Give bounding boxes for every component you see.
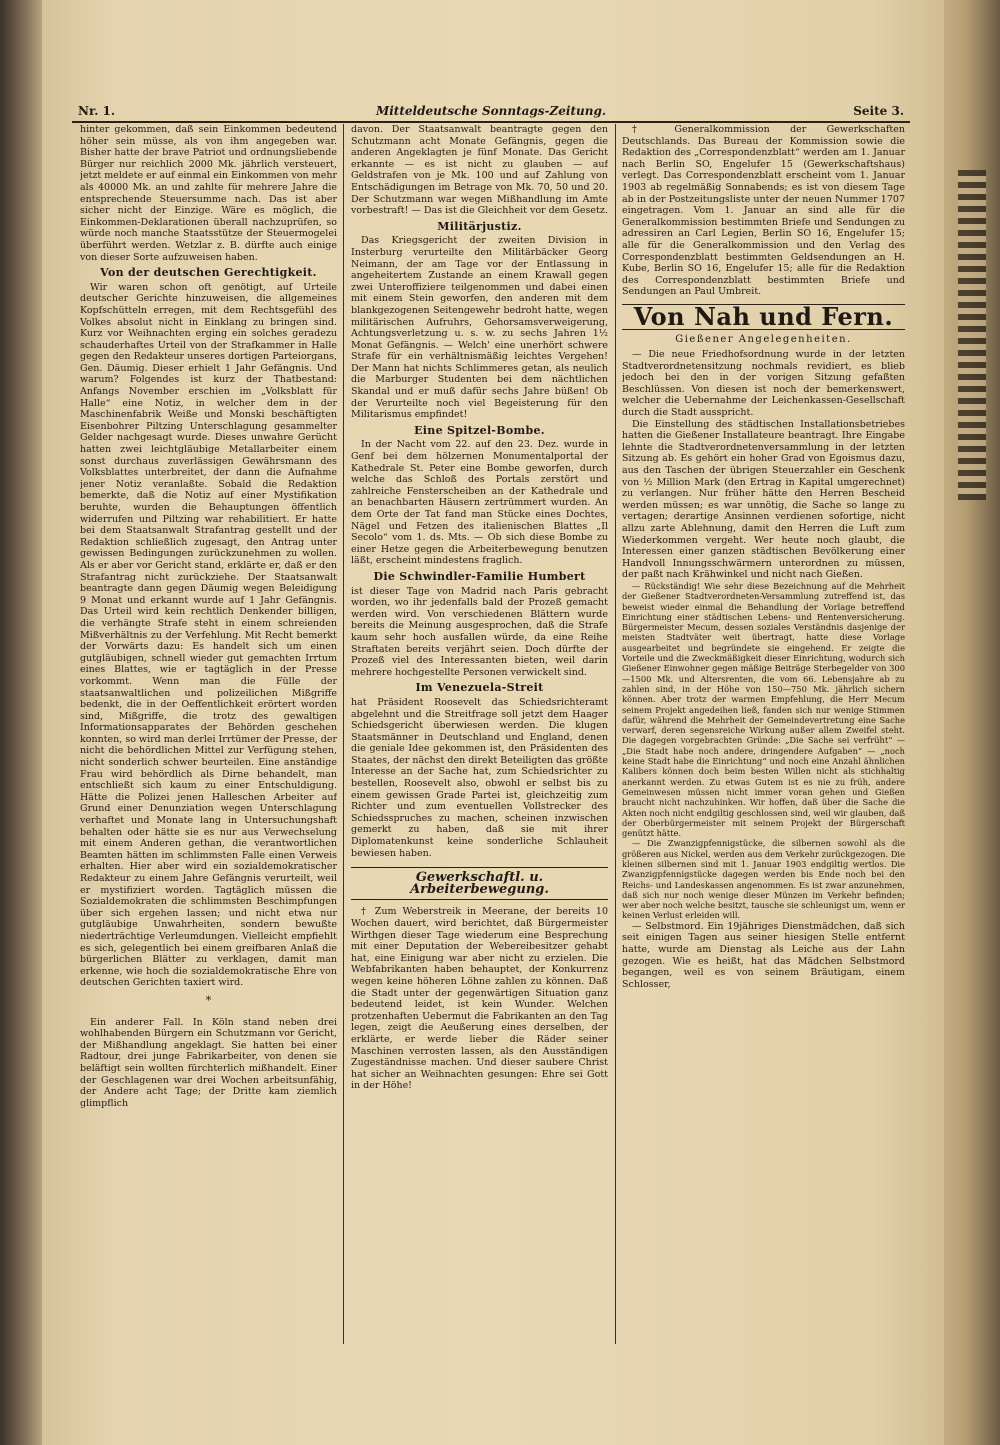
header-rule: [72, 121, 910, 123]
article-heading: Die Schwindler-Familie Humbert: [373, 569, 586, 583]
article-paragraph: hat Präsident Roosevelt das Schiedsrichteramt abgelehnt und die Streitfrage soll jetzt dem Haager Schiedsgericht überwiesen werden. Die klugen Staatsmänner in Deutschland und England, denen die geniale Idee gekommen ist, den Präsidenten des Staates, der nächst den direkt Beteiligten das größte Interesse an der Sache hat, zum Schiedsrichter zu bestellen, Roosevelt also, obwohl er selbst bis zu einem gewissen Grade Partei ist, gleichzeitig zum Richter und zum eventuellen Vollstrecker des Schiedsspruches zu machen, scheinen inzwischen gemerkt zu haben, daß sie mit ihrer Diplomatenkunst keine sonderliche Schlauheit bewiesen haben.: [351, 696, 608, 859]
article-continuation: davon. Der Staatsanwalt beantragte gegen den Schutzmann acht Monate Gefängnis, gegen die anderen Angeklagten je fünf Monate. Das Gericht erkannte — es ist nicht zu glauben — auf Geldstrafen von je Mk. 100 und auf Zahlung von Entschädigungen im Betrage von Mk. 70, 50 und 20. Der Schutzmann war wegen Mißhandlung im Amte vorbestraft! — Das ist die Gleichheit vor dem Gesetz.: [351, 124, 608, 217]
article-paragraph: — Selbstmord. Ein 19jähriges Dienstmädchen, daß sich seit einigen Tagen aus seiner hiesigen Stelle entfernt hatte, wurde am Dienstag als Leiche aus der Lahn gezogen. Wie es heißt, hat das Mädchen Selbstmord begangen, weil es von seinem Bräutigam, einem Schlosser,: [622, 920, 905, 990]
subsection-heading: Gießener Angelegenheiten.: [675, 333, 852, 345]
article-paragraph: In der Nacht vom 22. auf den 23. Dez. wurde in Genf bei dem hölzernen Monumentalportal der Kathedrale St. Peter eine Bombe geworfen, durch welche das Schloß des Portals zerstört und zahlreiche Fensterscheiben an der Kathedrale und an benachbarten Häusern zertrümmert wurden. An dem Orte der Tat fand man Stücke eines Dochtes, Nägel und Fetzen des italienischen Blattes „Il Secolo“ vom 1. ds. Mts. — Ob sich diese Bombe zu einer Hetze gegen die Arbeiterbewegung benutzen läßt, erscheint mindestens fraglich.: [351, 439, 608, 567]
article-paragraph: Die Einstellung des städtischen Installationsbetriebes hatten die Gießener Installateure beantragt. Ihre Eingabe lehnte die Stadtverordnetenversammlung in der letzten Sitzung ab. Es gehört ein hoher Grad von Egoismus dazu, aus den Taschen der übrigen Steuerzahler ein Geschenk von ½ Million Mark (den Ertrag in Kapital umgerechnet) zu verlangen. Nur früher hätte den Herren Bescheid werden müssen; es war unnötig, die Sache so lange zu vertagen; derartige Ansinnen verdienen sofortige, nicht allzu zarte Ablehnung, damit den Herren die Luft zum Wiederkommen vergeht. Wer heute noch glaubt, die Interessen einer ganzen städtischen Bevölkerung einer Handvoll Innungsschwärmern unterordnen zu müssen, der paßt nach Krähwinkel und nicht nach Gießen.: [622, 418, 905, 581]
stacked-pages-edge: [958, 170, 986, 500]
article-paragraph: ist dieser Tage von Madrid nach Paris gebracht worden, wo ihr jedenfalls bald der Prozeß gemacht werden wird. Von verschiedenen Blättern wurde bereits die Meinung ausgesprochen, daß die Strafe kaum sehr hoch ausfallen würde, da eine Reihe Straftaten bereits verjährt seien. Doch dürfte der Prozeß viel des Interessanten bieten, weil darin mehrere hochgestellte Personen verwickelt sind.: [351, 585, 608, 678]
article-paragraph: — Die neue Friedhofsordnung wurde in der letzten Stadtverordnetensitzung nochmals revidiert, es blieb jedoch bei den in der vorigen Sitzung gefaßten Beschlüssen. Von diesen ist noch der bemerkenswert, welcher die Uebernahme der Leichenkassen-Gesellschaft durch die Stadt ausspricht.: [622, 349, 905, 419]
column-2: [351, 124, 608, 1349]
column-1: [80, 124, 337, 1349]
column-divider-2: [615, 124, 616, 1344]
section-heading: Gewerkschaftl. u. Arbeiterbewegung.: [351, 867, 608, 900]
book-spine-shadow: [0, 0, 42, 1445]
separator-star: *: [205, 993, 212, 1007]
page-number: Seite 3.: [853, 104, 904, 118]
small-print-block: [622, 581, 905, 921]
issue-number: Nr. 1.: [78, 104, 116, 118]
article-paragraph: — Rückständig! Wie sehr diese Bezeichnung auf die Mehrheit der Gießener Stadtverordneten-Versammlung zutreffend ist, das beweist wieder einmal die Behandlung der Vorlage betreffend Einrichtung einer städtischen Lebens- und Rentenversicherung. Bürgermeister Mecum, dessen soziales Verständnis dasjenige der meisten Stadtväter weit übertragt, hatte diese Vorlage ausgearbeitet und begründete sie eingehend. Er zeigte die Vorteile und die Zweckmäßigkeit dieser Einrichtung, wodurch sich Gießener Einwohner gegen mäßige Beiträge Sterbegelder von 300—1500 Mk. und Altersrenten, die vom 66. Lebensjahre ab zu zahlen sind, in der Höhe von 150—750 Mk. jährlich sichern können. Aber trotz der warmen Empfehlung, die Herr Mecum seinem Projekt angedeihen ließ, fanden sich nur wenige Stimmen dafür, während die Mehrheit der Gemeindevertretung eine Sache verwarf, deren segensreiche Wirkung außer allem Zweifel steht. Die dagegen vorgebrachten Gründe: „Die Sache sei verfrüht“ — „Die Stadt habe noch andere, dringendere Aufgaben“ — „noch keine Stadt habe die Einrichtung“ und noch eine Anzahl ähnlichen Kalibers können doch beim besten Willen nicht als stichhaltig anerkannt werden. Zu etwas Gutem ist es nie zu früh, andere Gemeinwesen müssen nicht immer voran gehen und Gießen braucht nicht nachzuhinken. Wir hoffen, daß über die Sache die Akten noch nicht endgiltig geschlossen sind, weil wir glauben, daß der Oberbürgermeister mit seinem Projekt der Bürgerschaft genützt hätte.: [622, 580, 905, 839]
article-heading: Militärjustiz.: [437, 219, 522, 233]
article-paragraph: † Zum Weberstreik in Meerane, der bereits 10 Wochen dauert, wird berichtet, daß Bürgermeister Wirthgen dieser Tage wiederum eine Besprechung mit einer Deputation der Webereibesitzer gehabt hat, eine Einigung war aber nicht zu erzielen. Die Webfabrikanten haben behauptet, der Konkurrenz wegen keine höheren Löhne zahlen zu können. Daß die Stadt unter der gegenwärtigen Situation ganz bedeutend leidet, ist kein Wunder. Welchen protzenhaften Uebermut die Fabrikanten an den Tag legen, zeigt die Aeußerung eines derselben, der erklärte, er werde lieber die Räder seiner Maschinen verrosten lassen, als den Ausständigen Zugeständnisse machen. Und dieser saubere Christ hat sicher an Weihnachten gesungen: Ehre sei Gott in der Höhe!: [351, 906, 608, 1092]
article-heading: Eine Spitzel-Bombe.: [414, 423, 545, 437]
article-paragraph: Das Kriegsgericht der zweiten Division in Insterburg verurteilte den Militärbäcker Georg Neimann, der am Tage vor der Entlassung in angeheitertem Zustande an einem Krawall gegen zwei Unteroffiziere teilgenommen und dabei einen mit einem Stein geworfen, den anderen mit dem blankgezogenen Seitengewehr bedroht hatte, wegen militärischen Aufruhrs, Gehorsamsverweigerung, Achtungsverletzung u. s. w. zu sechs Jahren 1½ Monat Gefängnis. — Welch' eine unerhört schwere Strafe für ein verhältnismäßig leichtes Vergehen! Der Mann hat nichts Schlimmeres getan, als neulich die Marburger Studenten bei dem nächtlichen Skandal und er muß dafür sechs Jahre büßen! Ob der Verurteilte noch viel Begeisterung für den Militarismus empfindet!: [351, 235, 608, 421]
article-continuation: hinter gekommen, daß sein Einkommen bedeutend höher sein müsse, als von ihm angegeben war. Bisher hatte der brave Patriot und ordnungsliebende Bürger nur reichlich 2000 Mk. jährlich versteuert, jetzt meldete er auf einmal ein Einkommen von mehr als 40000 Mk. an und zahlte für mehrere Jahre die entsprechende Steuersumme nach. Das ist aber sicher nicht der Einzige. Wäre es möglich, die Einkommen-Deklarationen überall nachzuprüfen, so würde noch manche Staatsstütze der Steuermogelei überführt werden. Wetzlar z. B. dürfte auch einige von dieser Sorte aufzuweisen haben.: [80, 124, 337, 263]
article-paragraph: Ein anderer Fall. In Köln stand neben drei wohlhabenden Bürgern ein Schutzmann vor Gericht, der Mißhandlung angeklagt. Sie hatten bei einer Radtour, drei junge Fabrikarbeiter, von denen sie beläftigt sein wollten fürchterlich mißhandelt. Einer der Geschlagenen war drei Wochen arbeitsunfähig, der Andere acht Tage; der Dritte kam ziemlich glimpflich: [80, 1016, 337, 1109]
article-heading: Im Venezuela-Streit: [415, 681, 544, 695]
column-divider-1: [343, 124, 344, 1344]
article-heading: Von der deutschen Gerechtigkeit.: [100, 266, 317, 280]
column-3: [622, 124, 905, 1349]
article-paragraph: † Generalkommission der Gewerkschaften Deutschlands. Das Bureau der Kommission sowie die Redaktion des „Correspondenzblatt“ werden am 1. Januar nach Berlin SO, Engelufer 15 (Gewerkschaftshaus) verlegt. Das Correspondenzblatt erscheint vom 1. Januar 1903 ab regelmäßig Sonnabends; es ist von diesem Tage ab in der Postzeitungsliste unter der neuen Nummer 1707 eingetragen. Vom 1. Januar an sind alle für die Generalkommission bestimmten Briefe und Sendungen zu adressiren an Carl Legien, Berlin SO 16, Engelufer 15; alle für die Generalkommission und den Verlag des Correspondenzblatt bestimmten Geldsendungen an H. Kube, Berlin SO 16, Engelufer 15; alle für die Redaktion des Correspondenzblatt bestimmten Briefe und Sendungen an Paul Umbreit.: [622, 124, 905, 298]
article-paragraph: Wir waren schon oft genötigt, auf Urteile deutscher Gerichte hinzuweisen, die allgemeines Kopfschütteln erregen, mit dem Rechtsgefühl des Volkes absolut nicht in Einklang zu bringen sind. Kurz vor Weihnachten erging ein solches geradezu schauderhaftes Urteil von der Strafkammer in Halle gegen den Redakteur unseres dortigen Parteiorgans, Gen. Däumig. Dieser erhielt 1 Jahr Gefängnis. Und warum? Folgendes ist kurz der Thatbestand: Anfangs November erschien im „Volksblatt für Halle“ eine Notiz, in welcher dem in der Maschinenfabrik Weiße und Monski beschäftigten Eisenbohrer Piltzing Unterschlagung gesammelter Gelder nachgesagt wurde. Dieses unwahre Gerücht hatten zwei leichtgläubige Metallarbeiter einem sonst durchaus zuverlässigen Gewährsmann des Volksblattes unterbreitet, der dann die Aufnahme jener Notiz veranlaßte. Sobald die Redaktion bemerkte, daß die Notiz auf einer Mystifikation beruhte, wurden die Behauptungen öffentlich widerrufen und Piltzing war rehabilitiert. Er hatte bei dem Staatsanwalt Strafantrag gestellt und der Redaktion schließlich zugesagt, den Antrag unter gewissen Bedingungen zurückzunehmen zu wollen. Als er aber vor Gericht stand, erklärte er, daß er den Strafantrag nicht zurückziehe. Der Staatsanwalt beantragte dann gegen Däumig wegen Beleidigung 9 Monat und erkannt wurde auf 1 Jahr Gefängnis. Das Urteil wird kein rechtlich Denkender billigen, die verhängte Strafe steht in einem schreienden Mißverhältnis zu der Verfehlung. Mit Recht bemerkt der Vorwärts dazu: Es handelt sich um einen gutgläubigen, schnell wieder gut gemachten Irrtum eines Blattes, wie er tagtäglich in der Presse vorkommt. Wenn man die Fülle der staatsanwaltlichen und polizeilichen Mißgriffe bedenkt, die in der Oeffentlichkeit erörtert worden sind, Mißgriffe, die trotz des gewaltigen Informationsapparates der Behörden geschehen konnten, so wird man derlei Irrtümer der Presse, der nicht die behördlichen Mittel zur Verfügung stehen, nicht sonderlich schwer beurteilen. Eine anständige Frau wird behördlich als Dirne behandelt, man entschließt sich kaum zu einer Entschuldigung. Hätte die Polizei jenen Halleschen Arbeiter auf Grund einer Denunziation wegen Unterschlagung verhaftet und Monate lang in Untersuchungshaft behalten oder hätte sie es nur aus Verwechselung mit einem Anderen gethan, die verantwortlichen Beamten hätten im schlimmsten Falle einen Verweis erhalten. Hier aber wird ein sozialdemokratischer Redakteur zu einem Jahre Gefängnis verurteilt, weil er mystifiziert worden. Tagtäglich müssen die Sozialdemokraten die schlimmsten Beschimpfungen über sich ergehen lassen; und nicht etwa nur gutgläubige Unwahrheiten, sondern bewußte niederträchtige Verleumdungen. Vielleicht empfiehlt es sich, gelegentlich bei einem greifbaren Anlaß die bürgerlichen Blätter zu verklagen, damit man erkenne, wie hoch die sozialdemokratische Ehre von deutschen Gerichten taxiert wird.: [80, 281, 337, 989]
newspaper-title: Mitteldeutsche Sonntags-Zeitung.: [375, 104, 607, 118]
section-heading: Von Nah und Fern.: [622, 304, 905, 330]
article-paragraph: — Die Zwanzigpfennigstücke, die silbernen sowohl als die größeren aus Nickel, werden aus dem Verkehr zurückgezogen. Die kleinen silbernen sind mit 1. Januar 1903 endgiltig wertlos. Die Zwanzigpfennigstücke dagegen werden bis Ende noch bei den Reichs- und Landeskassen angenommen. Es ist zwar anzunehmen, daß sich nur noch wenige dieser Münzen im Verkehr befinden; wer aber noch welche besitzt, tausche sie schleunigst um, wenn er keinen Verlust erleiden will.: [622, 838, 905, 921]
